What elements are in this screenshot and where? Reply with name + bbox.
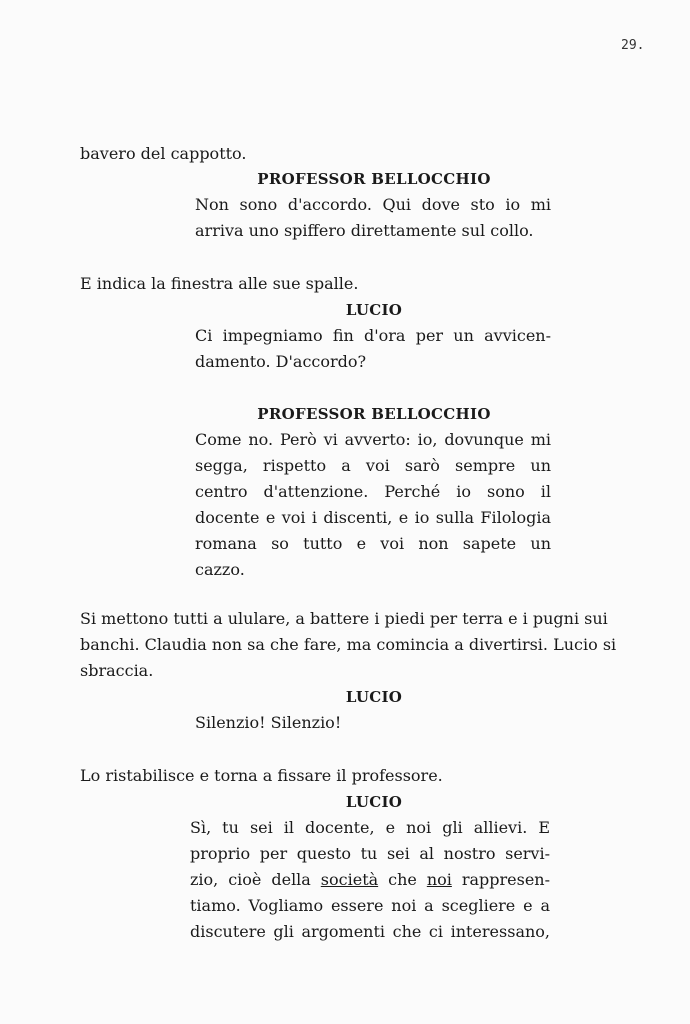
character-name: LUCIO [345, 301, 403, 319]
dialogue-line: tiamo. Vogliamo essere noi a scegliere e a [190, 896, 550, 915]
dialogue-line: Silenzio! Silenzio! [195, 713, 342, 732]
dialogue-line: Sì, tu sei il docente, e noi gli allievi. E [190, 818, 550, 837]
dialogue-block [195, 323, 551, 375]
dialogue-line: damento. D'accordo? [195, 352, 367, 371]
character-name: LUCIO [345, 793, 403, 811]
dialogue-line: docente e voi i discenti, e io sulla Filologia [195, 508, 551, 527]
character-name: PROFESSOR BELLOCCHIO [257, 405, 491, 423]
dialogue-line: arriva uno spiffero direttamente sul collo. [195, 221, 534, 240]
action-line: sbraccia. [80, 661, 154, 680]
dialogue-fragment: zio, cioè della [190, 870, 321, 889]
dialogue-line: Non sono d'accordo. Qui dove sto io mi [195, 195, 551, 214]
character-name: PROFESSOR BELLOCCHIO [257, 170, 491, 188]
underlined-word: società [320, 870, 379, 889]
dialogue-line: Ci impegniamo fin d'ora per un avvicen- [195, 326, 551, 345]
dialogue-fragment: rappresen- [451, 870, 551, 889]
dialogue-line [190, 867, 550, 893]
dialogue-line: discutere gli argomenti che ci interessano, [190, 922, 550, 941]
page-number: 29. [621, 38, 645, 53]
action-line: E indica la finestra alle sue spalle. [80, 274, 359, 293]
underlined-word: noi [426, 870, 452, 889]
action-line: Si mettono tutti a ululare, a battere i piedi per terra e i pugni sui [80, 609, 608, 628]
action-line: Lo ristabilisce e torna a fissare il professore. [80, 766, 443, 785]
action-line: bavero del cappotto. [80, 144, 247, 163]
dialogue-fragment: che [378, 870, 427, 889]
character-name: LUCIO [345, 688, 403, 706]
dialogue-line: Come no. Però vi avverto: io, dovunque mi [195, 430, 551, 449]
dialogue-block [190, 815, 550, 945]
action-line: banchi. Claudia non sa che fare, ma comincia a divertirsi. Lucio si [80, 635, 617, 654]
dialogue-block [195, 427, 551, 583]
action-paragraph [80, 606, 660, 684]
dialogue-block [195, 710, 551, 736]
dialogue-block [195, 192, 551, 244]
dialogue-line: centro d'attenzione. Perché io sono il [195, 482, 551, 501]
dialogue-line: proprio per questo tu sei al nostro servi- [190, 844, 550, 863]
dialogue-line: segga, rispetto a voi sarò sempre un [195, 456, 551, 475]
dialogue-line: romana so tutto e voi non sapete un [195, 534, 551, 553]
dialogue-line: cazzo. [195, 560, 245, 579]
